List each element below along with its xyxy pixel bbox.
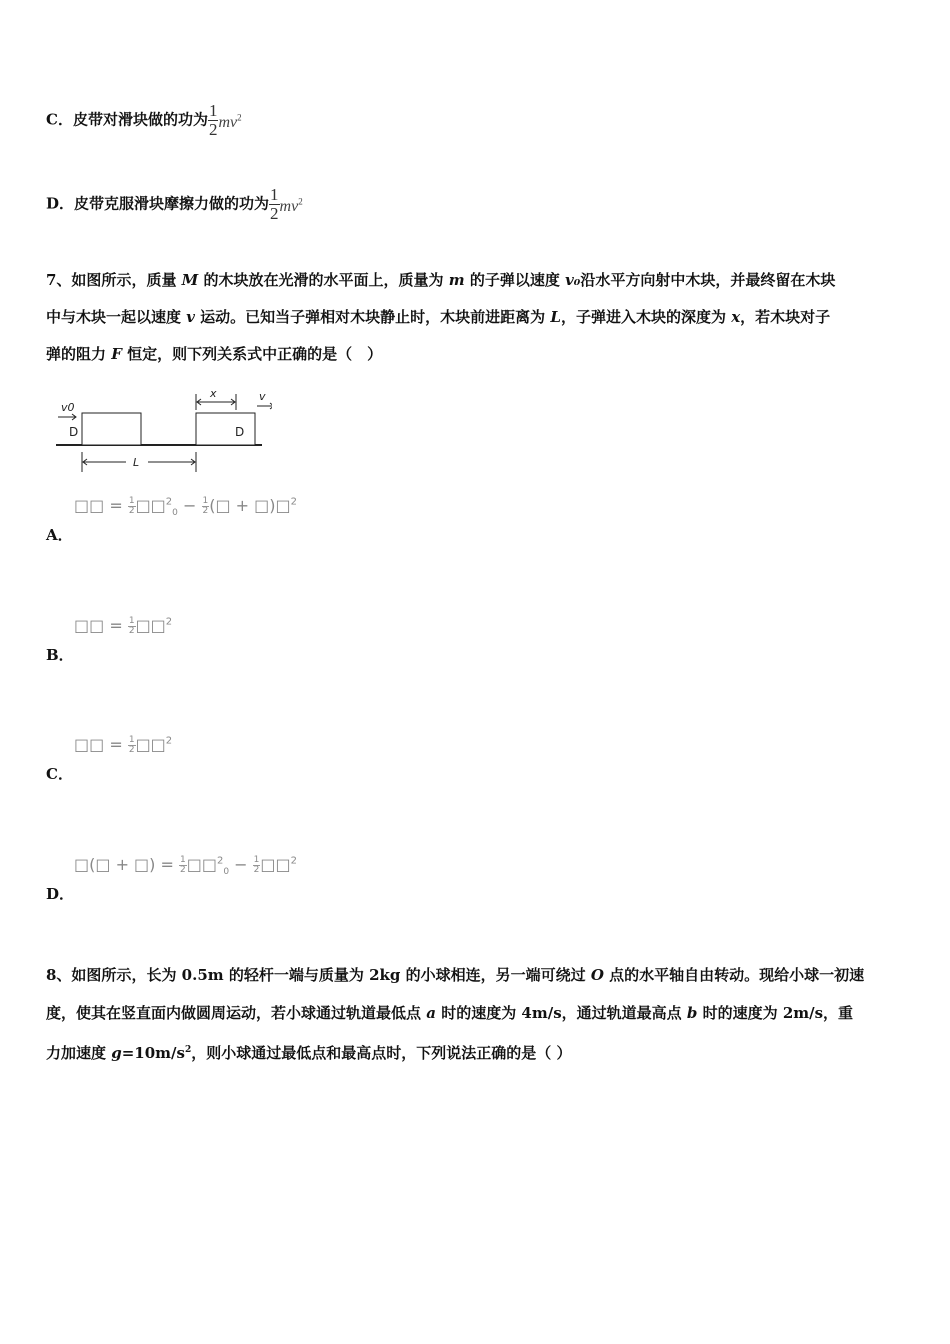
option-a-label[interactable]: A．: [46, 526, 73, 544]
option-c-label[interactable]: C．: [46, 765, 73, 783]
block-initial: [82, 413, 141, 445]
option-d-formula: □(□ + □) = $\frac{1}{2}$ □□$^2_0$ − $\frac{1}{2}$ □□$^2$: [74, 855, 298, 878]
q7-line-3: 弹的阻力 F 恒定，则下列关系式中正确的是（ ）: [46, 345, 383, 363]
formula-mv: $mv^2$: [218, 112, 242, 132]
bullet-initial: D: [69, 425, 79, 439]
fraction: $\frac{1}{2}$: [270, 185, 279, 223]
bullet-final: D: [235, 425, 245, 439]
q6-option-d[interactable]: [46, 186, 303, 223]
q7-diagram: [52, 386, 272, 474]
option-d-text: 皮带克服滑块摩擦力做的功为: [74, 194, 270, 213]
q8-line-2: 度，使其在竖直面内做圆周运动，若小球通过轨道最低点 a 时的速度为 4m/s，通过轨道最高点 b 时的速度为 2m/s，重: [46, 1004, 854, 1022]
option-c-formula: □□ = $\frac{1}{2}$ □□$^2$: [74, 735, 173, 755]
q8-line-1: 8、如图所示，长为 0.5m 的轻杆一端与质量为 2kg 的小球相连，另一端可绕过 O 点的水平轴自由转动。现给小球一初速: [46, 966, 865, 984]
formula-mv: $mv^2$: [279, 196, 303, 216]
q6-option-c[interactable]: [46, 102, 242, 139]
x-label: x: [210, 387, 217, 400]
v-label: v: [259, 390, 266, 403]
option-b-formula: □□ = $\frac{1}{2}$ □□$^2$: [74, 616, 173, 636]
option-d-label[interactable]: D．: [46, 885, 75, 903]
L-label: L: [133, 456, 140, 469]
option-c-label: C．: [46, 110, 73, 129]
option-c-text: 皮带对滑块做的功为: [72, 110, 208, 129]
option-a-formula: □□ = $\frac{1}{2}$ □□$^2_0$ − $\frac{1}{2}$ (□ + □)□$^2$: [74, 496, 298, 519]
option-b-label[interactable]: B．: [46, 646, 74, 664]
q7-line-2: 中与木块一起以速度 v 运动。已知当子弹相对木块静止时，木块前进距离为 L，子弹进入木块的深度为 x，若木块对子: [46, 308, 831, 326]
option-d-label: D．: [46, 194, 75, 213]
fraction: $\frac{1}{2}$: [208, 101, 218, 139]
q8-line-3: 力加速度 $g=10m/s^2$，则小球通过最低点和最高点时，下列说法正确的是（ ）: [46, 1044, 572, 1062]
block-final: [196, 413, 255, 445]
q7-line-1: 7、如图所示，质量 M 的木块放在光滑的水平面上，质量为 m 的子弹以速度 v₀沿水平方向射中木块，并最终留在木块: [46, 271, 836, 289]
v0-label: v0: [61, 401, 75, 414]
